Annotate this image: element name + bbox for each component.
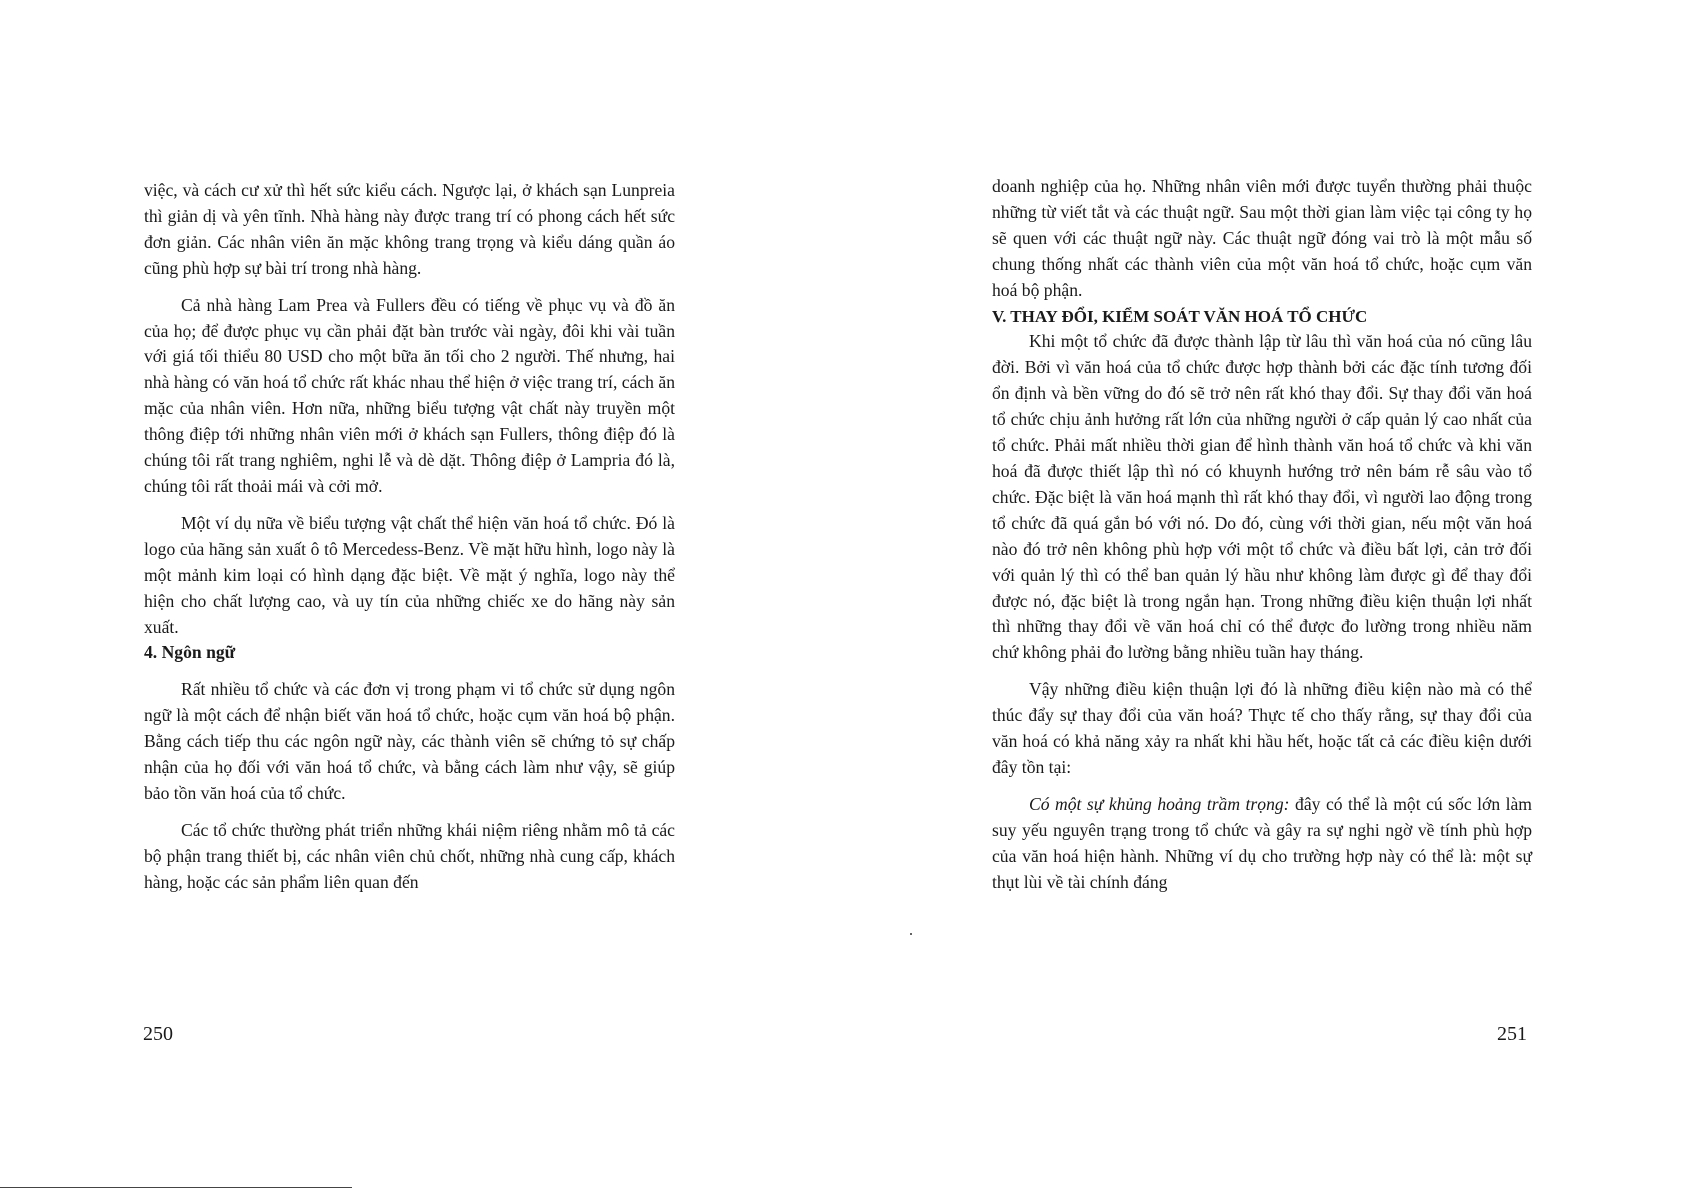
- scan-edge-line: [0, 1187, 352, 1188]
- body-paragraph: việc, và cách cư xử thì hết sức kiểu cách. Ngược lại, ở khách sạn Lunpreia thì giản dị và yên tĩnh. Nhà hàng này được trang trí có phong cách hết sức đơn giản. Các nhân viên ăn mặc không trang trọng và kiểu dáng quần áo cũng phù hợp sự bài trí trong nhà hàng.: [144, 180, 675, 278]
- body-paragraph: [992, 792, 1532, 896]
- page-number: 250: [143, 1023, 173, 1045]
- paragraph-text: đây có thể là một cú sốc lớn làm suy yếu nguyên trạng trong tổ chức và gây ra sự nghi ngờ về tính phù hợp của văn hoá hiện hành. Những ví dụ cho trường hợp này có thể là: một sự thụt lùi về tài chính đáng: [992, 793, 1532, 892]
- body-paragraph: Các tổ chức thường phát triển những khái niệm riêng nhằm mô tả các bộ phận trang thiết bị, các nhân viên chủ chốt, những nhà cung cấp, khách hàng, hoặc các sản phẩm liên quan đến: [144, 819, 675, 892]
- scan-speck: [910, 933, 912, 935]
- body-paragraph: Khi một tổ chức đã được thành lập từ lâu thì văn hoá của nó cũng lâu đời. Bởi vì văn hoá của tổ chức được hợp thành bởi các đặc tính tương đối ổn định và bền vững do đó sẽ trở nên rất khó thay đổi. Sự thay đổi văn hoá tổ chức chịu ảnh hưởng rất lớn của những người ở cấp quản lý cao nhất của tổ chức. Phải mất nhiều thời gian để hình thành văn hoá tổ chức và khi văn hoá đã được thiết lập thì nó có khuynh hướng trở nên bám rễ sâu vào tổ chức. Đặc biệt là văn hoá mạnh thì rất khó thay đổi, vì người lao động trong tổ chức đã quá gắn bó với nó. Do đó, cùng với thời gian, nếu một văn hoá nào đó trở nên không phù hợp với một tổ chức và điều bất lợi, cản trở đối với quản lý thì có thể ban quản lý hầu như không làm được gì để thay đổi được nó, đặc biệt là trong ngắn hạn. Trong những điều kiện thuận lợi nhất thì những thay đổi về văn hoá chỉ có thể được đo lường trong nhiều năm chứ không phải đo lường bằng nhiều tuần hay tháng.: [992, 331, 1532, 663]
- body-paragraph: Một ví dụ nữa về biểu tượng vật chất thể hiện văn hoá tổ chức. Đó là logo của hãng sản xuất ô tô Mercedess-Benz. Về mặt hữu hình, logo này là một mảnh kim loại có hình dạng đặc biệt. Về mặt ý nghĩa, logo này thể hiện cho chất lượng cao, và uy tín của những chiếc xe do hãng này sản xuất.: [144, 512, 675, 637]
- section-heading: V. THAY ĐỔI, KIỂM SOÁT VĂN HOÁ TỔ CHỨC: [992, 306, 1368, 326]
- body-paragraph: Vậy những điều kiện thuận lợi đó là những điều kiện nào mà có thể thúc đẩy sự thay đổi của văn hoá? Thực tế cho thấy rằng, sự thay đổi của văn hoá có khả năng xảy ra nhất khi hầu hết, hoặc tất cả các điều kiện dưới đây tồn tại:: [992, 679, 1532, 777]
- left-page: [144, 178, 675, 896]
- body-paragraph: Rất nhiều tổ chức và các đơn vị trong phạm vi tổ chức sử dụng ngôn ngữ là một cách để nhận biết văn hoá tổ chức, hoặc cụm văn hoá bộ phận. Bằng cách tiếp thu các ngôn ngữ này, các thành viên sẽ chứng tỏ sự chấp nhận của họ đối với văn hoá tổ chức, và bằng cách làm như vậy, sẽ giúp bảo tồn văn hoá của tổ chức.: [144, 679, 675, 803]
- section-heading: 4. Ngôn ngữ: [144, 642, 236, 663]
- page-number: 251: [1497, 1023, 1527, 1045]
- body-paragraph: doanh nghiệp của họ. Những nhân viên mới được tuyển thường phải thuộc những từ viết tắt và các thuật ngữ. Sau một thời gian làm việc tại công ty họ sẽ quen với các thuật ngữ này. Các thuật ngữ đóng vai trò là một mẫu số chung thống nhất các thành viên của một văn hoá tổ chức, hoặc cụm văn hoá bộ phận.: [992, 176, 1532, 300]
- right-page: [992, 174, 1532, 895]
- italic-lead-phrase: Có một sự khủng hoảng trầm trọng:: [1029, 793, 1290, 814]
- body-paragraph: Cả nhà hàng Lam Prea và Fullers đều có tiếng về phục vụ và đồ ăn của họ; để được phục vụ cần phải đặt bàn trước vài ngày, đôi khi vài tuần với giá tối thiểu 80 USD cho một bữa ăn tối cho 2 người. Thế nhưng, hai nhà hàng có văn hoá tổ chức rất khác nhau thể hiện ở việc trang trí, cách ăn mặc của nhân viên. Hơn nữa, những biểu tượng vật chất này truyền một thông điệp tới những nhân viên mới ở khách sạn Fullers, thông điệp đó là chúng tôi rất trang nghiêm, nghi lễ và dè dặt. Thông điệp ở Lampria đó là, chúng tôi rất thoải mái và cởi mở.: [144, 294, 675, 496]
